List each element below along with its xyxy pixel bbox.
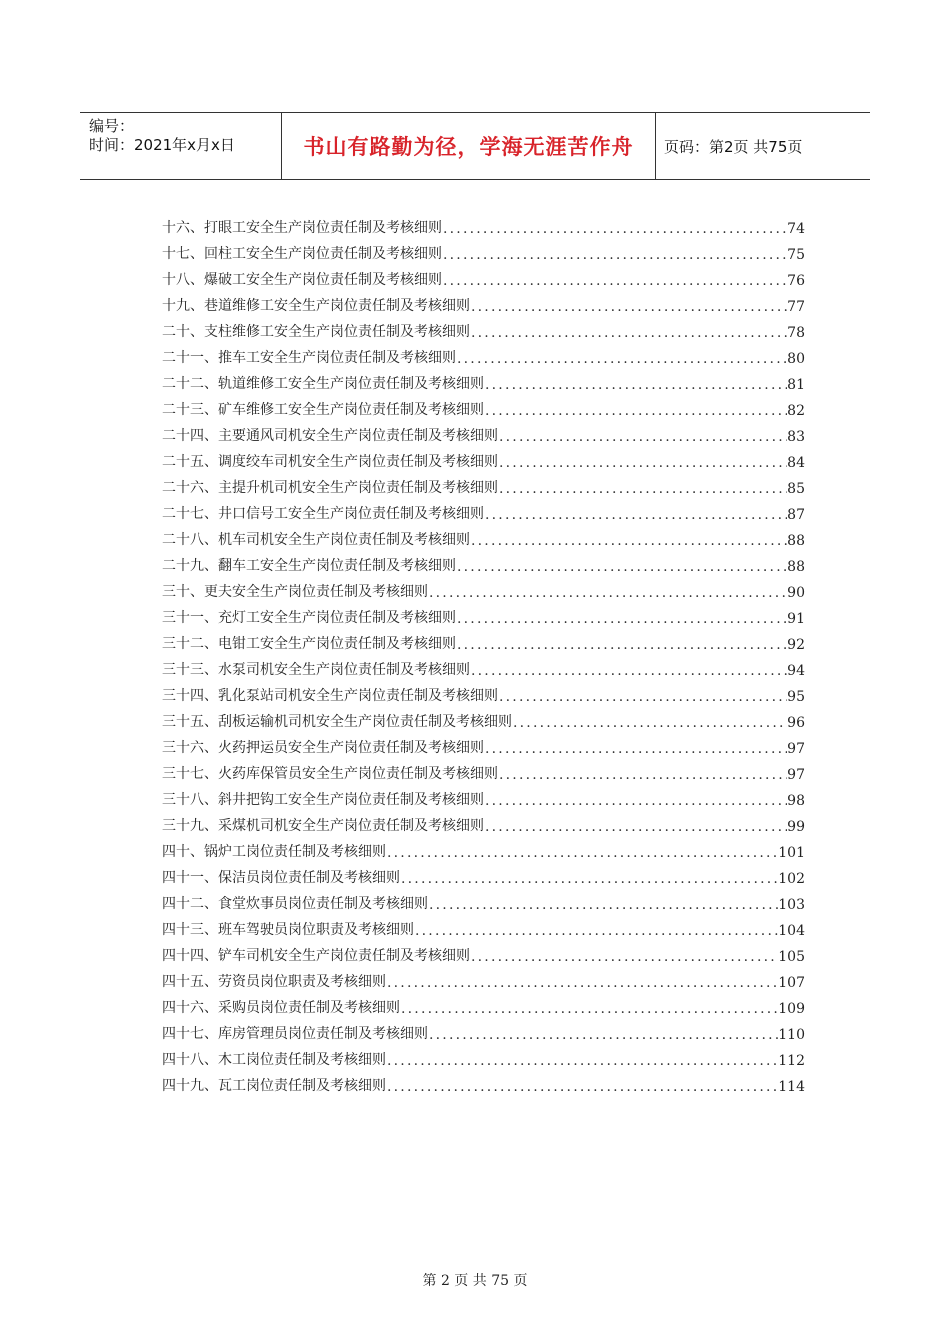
motto-text: 书山有路勤为径，学海无涯苦作舟 <box>303 135 634 159</box>
toc-entry[interactable] <box>162 601 805 627</box>
toc-entry-page: 98 <box>787 793 805 809</box>
toc-entry-page: 104 <box>778 923 805 939</box>
toc-dot-leader <box>386 1079 778 1095</box>
toc-entry-page: 90 <box>787 585 805 601</box>
toc-entry-title: 二十八、机车司机安全生产岗位责任制及考核细则 <box>162 532 470 548</box>
toc-entry-title: 二十三、矿车维修工安全生产岗位责任制及考核细则 <box>162 402 484 418</box>
toc-entry-title: 二十六、主提升机司机安全生产岗位责任制及考核细则 <box>162 480 498 496</box>
toc-entry-title: 四十五、劳资员岗位职责及考核细则 <box>162 974 386 990</box>
toc-dot-leader <box>484 403 787 419</box>
toc-entry-title: 二十五、调度绞车司机安全生产岗位责任制及考核细则 <box>162 454 498 470</box>
toc-entry-page: 80 <box>787 351 805 367</box>
code-label: 编号： <box>89 117 135 135</box>
toc-entry-title: 十八、爆破工安全生产岗位责任制及考核细则 <box>162 272 442 288</box>
toc-entry[interactable] <box>162 1043 805 1069</box>
toc-entry[interactable] <box>162 211 805 237</box>
toc-entry-title: 二十九、翻车工安全生产岗位责任制及考核细则 <box>162 558 456 574</box>
toc-entry-page: 96 <box>787 715 805 731</box>
toc-entry-page: 103 <box>778 897 805 913</box>
toc-entry-page: 83 <box>787 429 805 445</box>
toc-dot-leader <box>414 923 778 939</box>
toc-entry[interactable] <box>162 731 805 757</box>
toc-dot-leader <box>456 559 787 575</box>
toc-entry[interactable] <box>162 679 805 705</box>
toc-entry[interactable] <box>162 445 805 471</box>
toc-entry[interactable] <box>162 367 805 393</box>
toc-dot-leader <box>386 845 778 861</box>
toc-entry-page: 105 <box>778 949 805 965</box>
toc-entry-page: 102 <box>778 871 805 887</box>
toc-dot-leader <box>456 611 787 627</box>
toc-entry-page: 92 <box>787 637 805 653</box>
toc-entry[interactable] <box>162 341 805 367</box>
page-info: 页码：第2页 共75页 <box>664 137 803 156</box>
toc-entry[interactable] <box>162 913 805 939</box>
toc-entry[interactable] <box>162 939 805 965</box>
toc-entry[interactable] <box>162 237 805 263</box>
toc-entry-page: 99 <box>787 819 805 835</box>
toc-entry-page: 97 <box>787 767 805 783</box>
toc-entry[interactable] <box>162 263 805 289</box>
toc-entry-page: 87 <box>787 507 805 523</box>
toc-entry-title: 二十一、推车工安全生产岗位责任制及考核细则 <box>162 350 456 366</box>
table-of-contents <box>162 211 805 1095</box>
toc-dot-leader <box>456 637 787 653</box>
toc-dot-leader <box>484 377 787 393</box>
toc-entry-page: 84 <box>787 455 805 471</box>
toc-entry[interactable] <box>162 575 805 601</box>
toc-entry-page: 109 <box>778 1001 805 1017</box>
toc-entry[interactable] <box>162 523 805 549</box>
toc-entry-title: 三十六、火药押运员安全生产岗位责任制及考核细则 <box>162 740 484 756</box>
header-motto-cell <box>282 113 656 179</box>
toc-entry-title: 十九、巷道维修工安全生产岗位责任制及考核细则 <box>162 298 470 314</box>
toc-dot-leader <box>442 221 787 237</box>
toc-entry[interactable] <box>162 315 805 341</box>
toc-dot-leader <box>498 481 787 497</box>
toc-entry-page: 107 <box>778 975 805 991</box>
toc-entry-title: 四十、锅炉工岗位责任制及考核细则 <box>162 844 386 860</box>
toc-entry[interactable] <box>162 1017 805 1043</box>
toc-entry[interactable] <box>162 991 805 1017</box>
toc-entry-title: 二十七、井口信号工安全生产岗位责任制及考核细则 <box>162 506 484 522</box>
time-label: 时间：2021年x月x日 <box>89 136 235 154</box>
toc-entry-page: 112 <box>778 1053 805 1069</box>
toc-entry[interactable] <box>162 783 805 809</box>
toc-dot-leader <box>498 767 787 783</box>
toc-dot-leader <box>470 949 778 965</box>
toc-dot-leader <box>470 299 787 315</box>
toc-entry-title: 四十四、铲车司机安全生产岗位责任制及考核细则 <box>162 948 470 964</box>
toc-entry[interactable] <box>162 835 805 861</box>
toc-entry-page: 75 <box>787 247 805 263</box>
toc-entry-title: 三十、更夫安全生产岗位责任制及考核细则 <box>162 584 428 600</box>
toc-entry-page: 88 <box>787 533 805 549</box>
toc-dot-leader <box>400 871 778 887</box>
toc-entry-page: 78 <box>787 325 805 341</box>
toc-entry-page: 95 <box>787 689 805 705</box>
toc-entry-title: 四十二、食堂炊事员岗位责任制及考核细则 <box>162 896 428 912</box>
toc-entry-page: 94 <box>787 663 805 679</box>
toc-entry[interactable] <box>162 809 805 835</box>
toc-dot-leader <box>428 585 787 601</box>
toc-entry-title: 四十三、班车驾驶员岗位职责及考核细则 <box>162 922 414 938</box>
toc-entry-title: 二十四、主要通风司机安全生产岗位责任制及考核细则 <box>162 428 498 444</box>
toc-entry-title: 二十、支柱维修工安全生产岗位责任制及考核细则 <box>162 324 470 340</box>
toc-entry-page: 85 <box>787 481 805 497</box>
toc-entry[interactable] <box>162 757 805 783</box>
toc-dot-leader <box>470 533 787 549</box>
toc-entry-page: 88 <box>787 559 805 575</box>
toc-entry-title: 四十七、库房管理员岗位责任制及考核细则 <box>162 1026 428 1042</box>
toc-dot-leader <box>498 455 787 471</box>
toc-entry[interactable] <box>162 393 805 419</box>
header-page-cell <box>656 113 870 179</box>
toc-entry[interactable] <box>162 887 805 913</box>
header-left-cell <box>80 113 282 179</box>
toc-dot-leader <box>442 273 787 289</box>
toc-entry-title: 十七、回柱工安全生产岗位责任制及考核细则 <box>162 246 442 262</box>
toc-dot-leader <box>456 351 787 367</box>
toc-entry-page: 101 <box>778 845 805 861</box>
toc-dot-leader <box>512 715 787 731</box>
toc-entry-title: 三十七、火药库保管员安全生产岗位责任制及考核细则 <box>162 766 498 782</box>
toc-entry-title: 四十六、采购员岗位责任制及考核细则 <box>162 1000 400 1016</box>
toc-entry[interactable] <box>162 497 805 523</box>
toc-entry-title: 三十八、斜井把钩工安全生产岗位责任制及考核细则 <box>162 792 484 808</box>
toc-dot-leader <box>400 1001 778 1017</box>
toc-entry-title: 三十九、采煤机司机安全生产岗位责任制及考核细则 <box>162 818 484 834</box>
toc-entry-page: 77 <box>787 299 805 315</box>
toc-dot-leader <box>484 507 787 523</box>
toc-entry[interactable] <box>162 419 805 445</box>
toc-entry-page: 91 <box>787 611 805 627</box>
toc-entry[interactable] <box>162 627 805 653</box>
toc-entry-title: 四十一、保洁员岗位责任制及考核细则 <box>162 870 400 886</box>
toc-dot-leader <box>470 663 787 679</box>
toc-entry-page: 82 <box>787 403 805 419</box>
toc-entry-page: 81 <box>787 377 805 393</box>
toc-entry-title: 三十一、充灯工安全生产岗位责任制及考核细则 <box>162 610 456 626</box>
toc-dot-leader <box>484 793 787 809</box>
toc-entry-title: 十六、打眼工安全生产岗位责任制及考核细则 <box>162 220 442 236</box>
toc-dot-leader <box>498 689 787 705</box>
toc-entry-title: 三十五、刮板运输机司机安全生产岗位责任制及考核细则 <box>162 714 512 730</box>
toc-entry-page: 114 <box>778 1079 805 1095</box>
toc-entry-page: 74 <box>787 221 805 237</box>
toc-dot-leader <box>428 1027 778 1043</box>
toc-entry[interactable] <box>162 471 805 497</box>
toc-entry-title: 二十二、轨道维修工安全生产岗位责任制及考核细则 <box>162 376 484 392</box>
toc-entry[interactable] <box>162 289 805 315</box>
page-footer <box>0 1270 950 1290</box>
toc-dot-leader <box>484 741 787 757</box>
toc-entry[interactable] <box>162 549 805 575</box>
toc-entry[interactable] <box>162 965 805 991</box>
toc-entry-page: 110 <box>778 1027 805 1043</box>
toc-dot-leader <box>498 429 787 445</box>
toc-entry[interactable] <box>162 1069 805 1095</box>
toc-dot-leader <box>386 1053 778 1069</box>
page-header <box>80 112 870 180</box>
toc-entry-page: 76 <box>787 273 805 289</box>
toc-entry-title: 三十二、电钳工安全生产岗位责任制及考核细则 <box>162 636 456 652</box>
toc-dot-leader <box>442 247 787 263</box>
toc-entry-title: 四十九、瓦工岗位责任制及考核细则 <box>162 1078 386 1094</box>
toc-dot-leader <box>484 819 787 835</box>
toc-dot-leader <box>470 325 787 341</box>
toc-entry[interactable] <box>162 705 805 731</box>
toc-entry-title: 四十八、木工岗位责任制及考核细则 <box>162 1052 386 1068</box>
toc-entry-title: 三十四、乳化泵站司机安全生产岗位责任制及考核细则 <box>162 688 498 704</box>
toc-entry-title: 三十三、水泵司机安全生产岗位责任制及考核细则 <box>162 662 470 678</box>
footer-page-number: 第 2 页 共 75 页 <box>422 1273 528 1289</box>
toc-entry[interactable] <box>162 861 805 887</box>
toc-dot-leader <box>428 897 778 913</box>
toc-dot-leader <box>386 975 778 991</box>
toc-entry-page: 97 <box>787 741 805 757</box>
toc-entry[interactable] <box>162 653 805 679</box>
